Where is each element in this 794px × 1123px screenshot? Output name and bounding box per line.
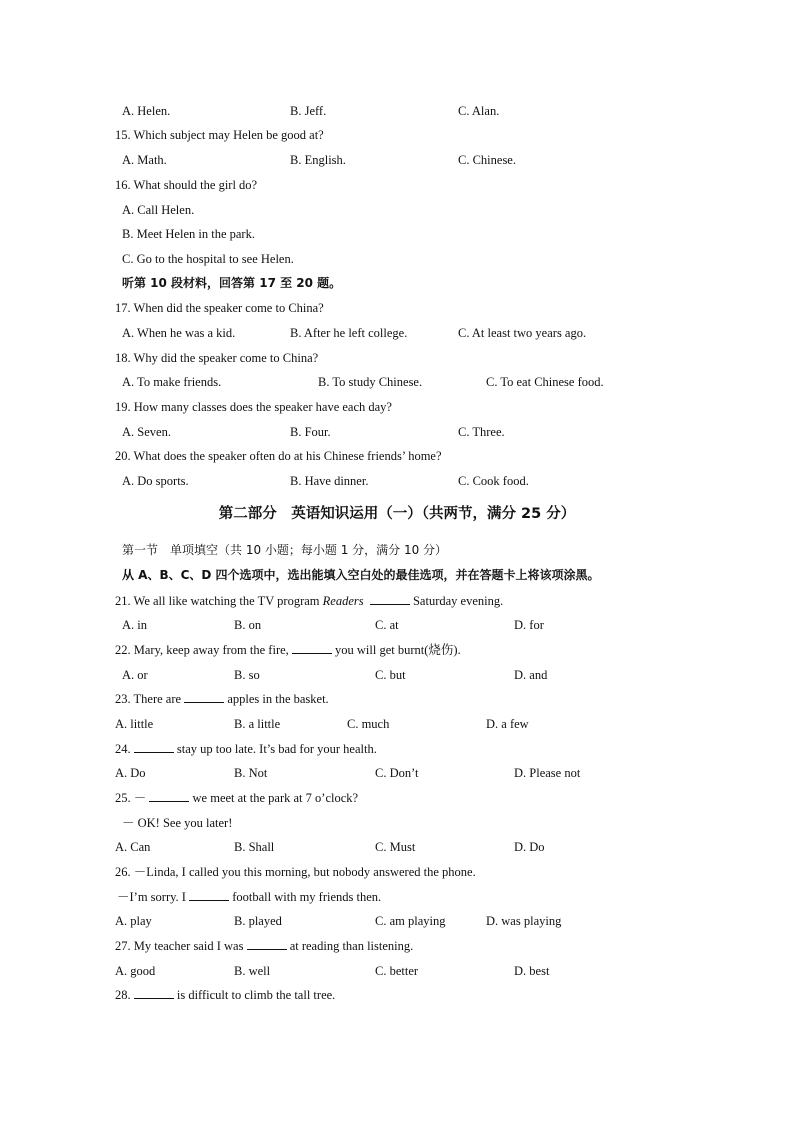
q26-question: 26. －Linda, I called you this morning, but nobody answered the phone.	[115, 865, 476, 879]
q21-text-pre: 21. We all like watching the TV program	[115, 594, 323, 608]
q27-option-c: C. better	[375, 964, 419, 978]
q27-question	[115, 938, 413, 954]
q19-option-a: A. Seven.	[122, 425, 171, 439]
answer-blank	[292, 642, 332, 654]
q24-option-b: B. Not	[234, 766, 268, 780]
q24-text-post: stay up too late. It’s bad for your health.	[173, 742, 377, 756]
q20-option-a: A. Do sports.	[122, 474, 189, 488]
q18-option-b: B. To study Chinese.	[318, 375, 423, 389]
q27-option-b: B. well	[234, 964, 271, 978]
listening-instruction: 听第 10 段材料，回答第 17 至 20 题。	[122, 276, 342, 290]
q21-text-post: Saturday evening.	[409, 594, 504, 608]
q23-option-c: C. much	[347, 717, 390, 731]
q26-reply-post: football with my friends then.	[229, 890, 382, 904]
section-one-instruction: 从 A、B、C、D 四个选项中，选出能填入空白处的最佳选项，并在答题卡上将该项涂黑。	[122, 568, 600, 582]
q27-option-d: D. best	[514, 964, 550, 978]
q16-option-c: C. Go to the hospital to see Helen.	[122, 252, 294, 266]
q23-option-d: D. a few	[486, 717, 529, 731]
q15-option-a: A. Math.	[122, 153, 167, 167]
q16-question: 16. What should the girl do?	[115, 178, 258, 192]
q20-question: 20. What does the speaker often do at his Chinese friends’ home?	[115, 449, 442, 463]
q24-option-c: C. Don’t	[375, 766, 419, 780]
q23-question	[115, 691, 329, 707]
q26-option-b: B. played	[234, 914, 282, 928]
q26-option-c: C. am playing	[375, 914, 446, 928]
q25-option-d: D. Do	[514, 840, 545, 854]
q28-text-post: is difficult to climb the tall tree.	[173, 988, 336, 1002]
q25-text-post: we meet at the park at 7 o’clock?	[189, 791, 359, 805]
answer-blank	[370, 593, 410, 605]
q20-option-b: B. Have dinner.	[290, 474, 369, 488]
q14-option-a: A. Helen.	[122, 104, 171, 118]
q21-option-d: D. for	[514, 618, 544, 632]
q16-option-b: B. Meet Helen in the park.	[122, 227, 255, 241]
q19-question: 19. How many classes does the speaker have each day?	[115, 400, 392, 414]
q14-option-c: C. Alan.	[458, 104, 500, 118]
q22-text-post: you will get burnt(烧伤).	[331, 643, 461, 657]
q24-text-pre: 24.	[115, 742, 134, 756]
q26-option-a: A. play	[115, 914, 152, 928]
q18-option-a: A. To make friends.	[122, 375, 222, 389]
q22-text-pre: 22. Mary, keep away from the fire,	[115, 643, 292, 657]
q21-question	[115, 593, 503, 609]
q24-question	[115, 741, 377, 757]
q20-option-c: C. Cook food.	[458, 474, 529, 488]
answer-blank	[149, 790, 189, 802]
q25-question	[115, 790, 358, 806]
q25-reply: － OK! See you later!	[122, 816, 233, 830]
q15-option-b: B. English.	[290, 153, 346, 167]
q23-option-b: B. a little	[234, 717, 281, 731]
q16-option-a: A. Call Helen.	[122, 203, 195, 217]
q17-option-a: A. When he was a kid.	[122, 326, 236, 340]
q19-option-c: C. Three.	[458, 425, 505, 439]
q22-option-b: B. so	[234, 668, 260, 682]
q26-reply-pre: －I’m sorry. I	[117, 890, 190, 904]
q27-text-post: at reading than listening.	[286, 939, 414, 953]
q26-reply	[117, 889, 381, 905]
q24-option-a: A. Do	[115, 766, 146, 780]
q25-option-b: B. Shall	[234, 840, 275, 854]
answer-blank	[184, 691, 224, 703]
q15-question: 15. Which subject may Helen be good at?	[115, 128, 324, 142]
q21-option-c: C. at	[375, 618, 399, 632]
answer-blank	[134, 741, 174, 753]
q17-option-c: C. At least two years ago.	[458, 326, 587, 340]
answer-blank	[247, 938, 287, 950]
q21-option-a: A. in	[122, 618, 147, 632]
q28-question	[115, 987, 335, 1003]
q23-option-a: A. little	[115, 717, 154, 731]
q27-option-a: A. good	[115, 964, 156, 978]
q23-text-post: apples in the basket.	[224, 692, 329, 706]
q22-option-a: A. or	[122, 668, 148, 682]
q24-option-d: D. Please not	[514, 766, 581, 780]
q18-option-c: C. To eat Chinese food.	[486, 375, 604, 389]
q21-option-b: B. on	[234, 618, 262, 632]
q17-question: 17. When did the speaker come to China?	[115, 301, 324, 315]
q19-option-b: B. Four.	[290, 425, 331, 439]
q18-question: 18. Why did the speaker come to China?	[115, 351, 319, 365]
answer-blank	[134, 987, 174, 999]
q21-program-title: Readers	[322, 594, 364, 608]
q25-option-a: A. Can	[115, 840, 151, 854]
q15-option-c: C. Chinese.	[458, 153, 516, 167]
q17-option-b: B. After he left college.	[290, 326, 408, 340]
q22-option-d: D. and	[514, 668, 548, 682]
section-one-title: 第一节 单项填空（共 10 小题；每小题 1 分，满分 10 分）	[122, 543, 448, 557]
q14-option-b: B. Jeff.	[290, 104, 327, 118]
q23-text-pre: 23. There are	[115, 692, 185, 706]
q26-option-d: D. was playing	[486, 914, 562, 928]
q27-text-pre: 27. My teacher said I was	[115, 939, 247, 953]
q22-option-c: C. but	[375, 668, 406, 682]
answer-blank	[189, 889, 229, 901]
part-two-title: 第二部分 英语知识运用（一）（共两节，满分 25 分）	[218, 506, 576, 522]
q28-text-pre: 28.	[115, 988, 134, 1002]
q25-option-c: C. Must	[375, 840, 416, 854]
q25-text-pre: 25. －	[115, 791, 150, 805]
q22-question	[115, 642, 461, 658]
